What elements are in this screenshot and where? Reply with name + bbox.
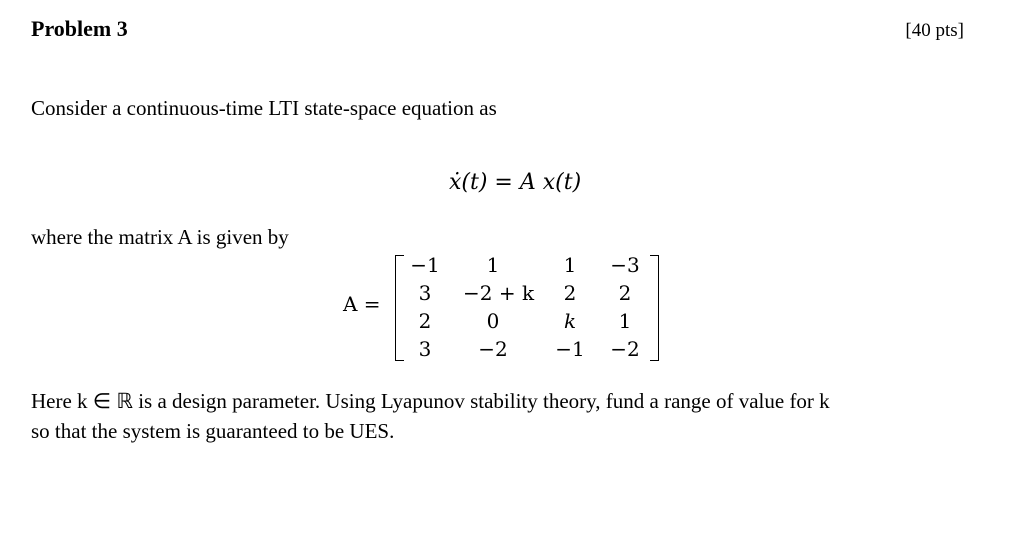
matrix-cell-r2c4: 2 [618,281,632,305]
problem-title: Problem 3 [31,16,128,41]
matrix-cell-r2c1: 3 [418,281,432,305]
matrix-cell-r3c4: 1 [618,309,632,333]
matrix-cell-r2c2: −2 + k [463,281,535,305]
state-equation [449,170,581,195]
matrix-cell-r1c2: 1 [486,253,500,277]
matrix-cell-r3c2: 0 [486,309,500,333]
equation-rhs: A x(t) [519,170,582,195]
intro-text: Consider a continuous-time LTI state-space equation as [31,96,497,120]
matrix-cell-r1c1: −1 [410,253,440,277]
matrix-cell-r1c4: −3 [610,253,640,277]
matrix-intro-text: where the matrix A is given by [31,225,289,249]
equation-equals: = [494,170,513,195]
matrix-cell-r2c3: 2 [563,281,577,305]
matrix-cell-r3c3: k [563,309,577,333]
matrix-cell-r1c3: 1 [563,253,577,277]
equation-lhs: ẋ(t) [449,170,488,195]
conclusion-line-1: Here k ∈ ℝ is a design parameter. Using Lyapunov stability theory, fund a range of value for k [31,389,830,413]
matrix-label: A = [343,292,381,316]
matrix-a [395,255,659,363]
matrix-cell-r4c2: −2 [478,337,508,361]
conclusion-line-2: so that the system is guaranteed to be UES. [31,419,395,443]
conclusion-text [31,386,971,446]
matrix-cell-r4c3: −1 [555,337,585,361]
matrix-cell-r4c4: −2 [610,337,640,361]
matrix-cell-r4c1: 3 [418,337,432,361]
points-label: [40 pts] [905,20,964,41]
matrix-cell-r3c1: 2 [418,309,432,333]
